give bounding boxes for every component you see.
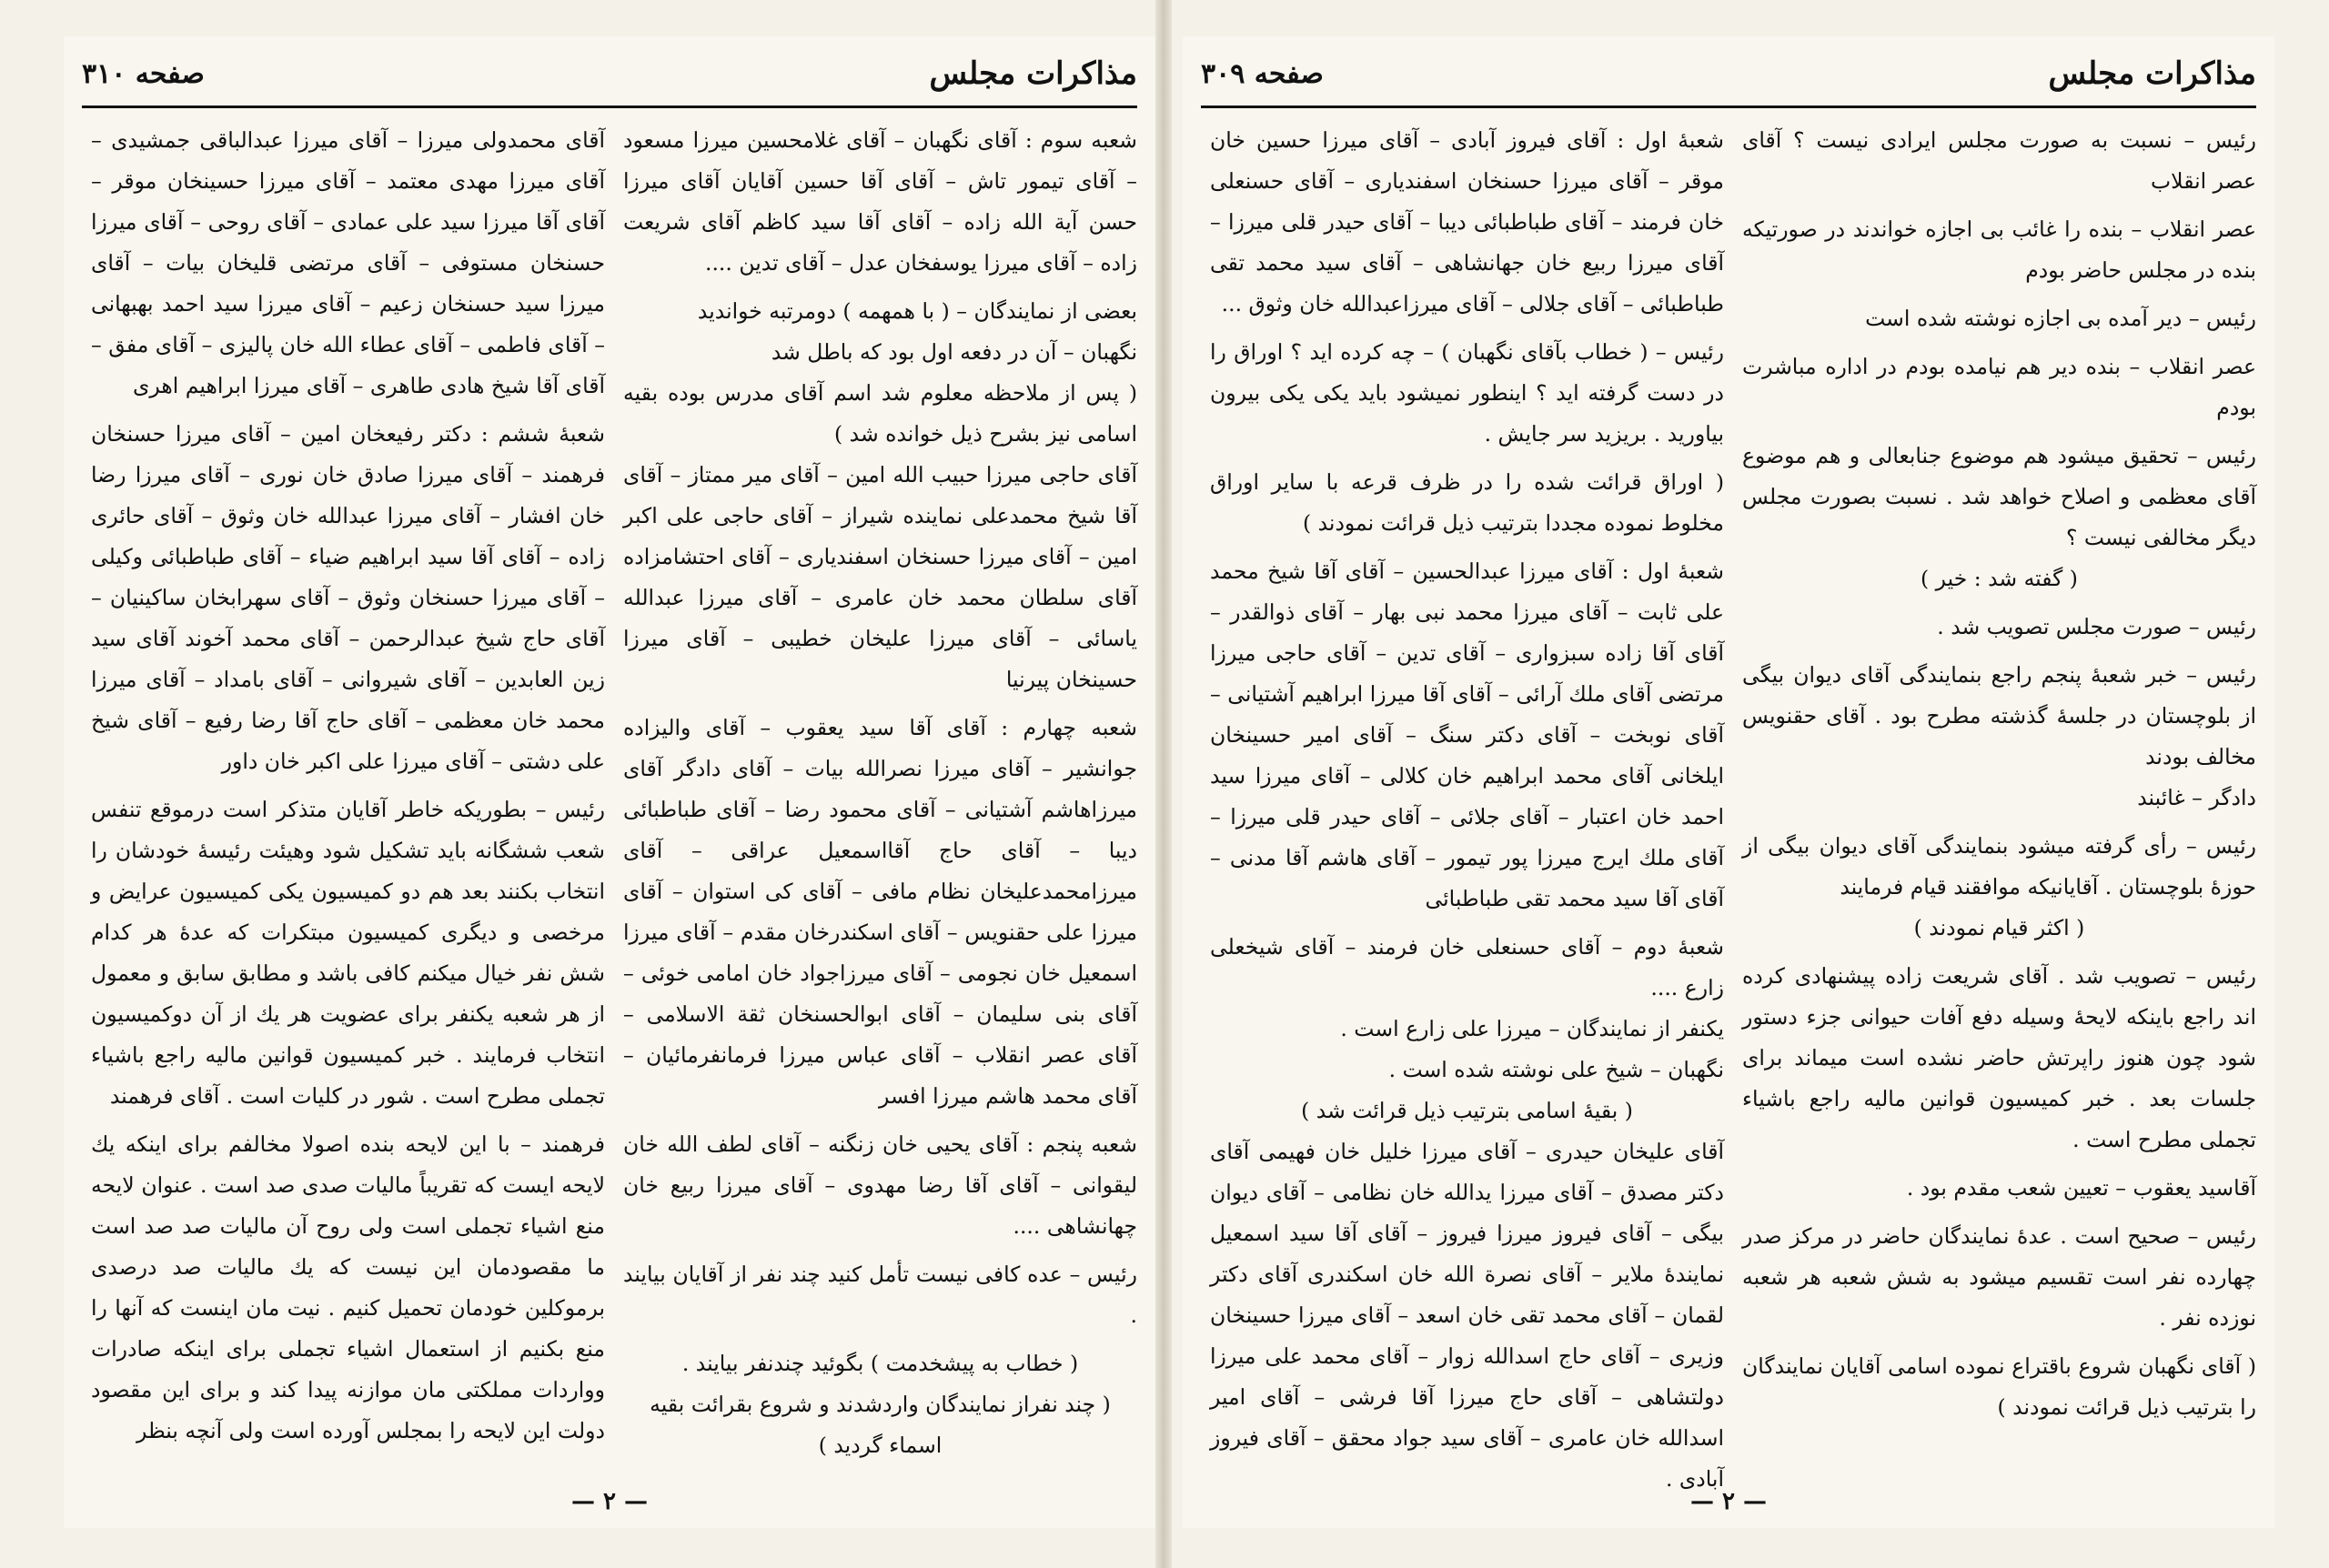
paragraph: نگهبان – آن در دفعه اول بود که باطل شد	[771, 339, 1137, 365]
paragraph: آقای محمدولی میرزا – آقای میرزا عبدالباقی جمشیدی – آقای میرزا مهدی معتمد – آقای میرزا حسینخان موقر – آقای آقا میرزا سید علی عمادی – آقای روحی – آقای میرزا حسنخان مستوفی – آقای مرتضی قلیخان بیات – آقای میرزا سید حسنخان زعیم – آقای میرزا سید احمد بهبهانی – آقای فاطمی – آقای عطاء الله خان پالیزی – آقای مفق – آقای آقا شیخ هادی طاهری – آقای میرزا ابراهیم اهری	[91, 127, 605, 398]
paragraph: رئیس – عده کافی نیست تأمل کنید چند نفر از آقایان بیایند .	[623, 1261, 1137, 1328]
paragraph: رئیس – نسبت به صورت مجلس ایرادی نیست ؟ آقای عصر انقلاب	[1742, 127, 2256, 194]
paragraph: شعبهٔ اول : آقای میرزا عبدالحسین – آقای آقا شیخ محمد علی ثابت – آقای میرزا محمد نبی بهار – آقای ذوالقدر – آقای آقا زاده سبزواری – آقای تدین – آقای حاجی میرزا مرتضی آقای ملك آرائی – آقای آقا میرزا ابراهیم آشتیانی – آقای نوبخت – آقای دکتر سنگ – آقای امیر حسینخان ایلخانی آقای محمد ابراهیم خان کلالی – آقای میرزا سید احمد خان اعتبار – آقای جلائی – آقای حیدر قلی میرزا – آقای ملك ایرج میرزا پور تیمور – آقای هاشم آقا مدنی – آقای آقا سید محمد تقی طباطبائی	[1210, 558, 1724, 911]
paragraph: آقاسید یعقوب – تعیین شعب مقدم بود .	[1906, 1175, 2256, 1201]
paragraph: یکنفر از نمایندگان – میرزا علی زارع است .	[1340, 1016, 1724, 1041]
paragraph: رئیس – تحقیق میشود هم موضوع جنابعالی و هم موضوع آقای معظمی و اصلاح خواهد شد . نسبت بصورت مجلس دیگر مخالفی نیست ؟	[1742, 443, 2256, 550]
paragraph: رئیس – صحیح است . عدهٔ نمایندگان حاضر در مرکز صدر چهارده نفر است تقسیم میشود به شش شعبه هر شعبه نوزده نفر .	[1742, 1223, 2256, 1331]
paragraph: رئیس – خبر شعبهٔ پنجم راجع بنمایندگی آقای دیوان بیگی از بلوچستان در جلسهٔ گذشته مطرح بود . آقای حقنویس مخالف بودند	[1742, 662, 2256, 769]
paragraph: آقای علیخان حیدری – آقای میرزا خلیل خان فهیمی آقای دکتر مصدق – آقای میرزا یدالله خان نظامی – آقای دیوان بیگی – آقای فیروز میرزا فیروز – آقای آقا سید اسمعیل نمایندهٔ ملایر – آقای نصرة الله خان اسکندری آقای دکتر لقمان – آقای محمد تقی خان اسعد – آقای میرزا حسینخان وزیری – آقای حاج اسدالله زوار – آقای محمد علی میرزا دولتشاهی – آقای حاج میرزا آقا فرشی – آقای امیر اسدالله خان عامری – آقای سید جواد محقق – آقای فیروز آبادی .	[1210, 1139, 1724, 1492]
paragraph: عصر انقلاب – بنده دیر هم نیامده بودم در اداره مباشرت بودم	[1742, 354, 2256, 420]
paragraph: رئیس – تصویب شد . آقای شریعت زاده پیشنهادی کرده اند راجع باینکه لایحهٔ وسیله دفع آفات حیوانی جزء دستور شود چون هنوز راپرتش حاضر نشده است میماند برای جلسات بعد . خبر کمیسیون قوانین مالیه راجع باشیاء تجملی مطرح است .	[1742, 963, 2256, 1152]
paragraph: رئیس – دیر آمده بی اجازه نوشته شده است	[1865, 306, 2256, 331]
paragraph: ( بقیهٔ اسامی بترتیب ذیل قرائت شد )	[1301, 1098, 1633, 1123]
paragraph: دادگر – غائبند	[2137, 785, 2256, 810]
paragraph: رئیس – رأی گرفته میشود بنمایندگی آقای دیوان بیگی از حوزهٔ بلوچستان . آقایانیکه موافقند قیام فرمایند	[1742, 833, 2256, 900]
header-rule	[82, 106, 1137, 108]
page-title: مذاکرات مجلس	[929, 55, 1137, 92]
paragraph: شعبهٔ ششم : دکتر رفیعخان امین – آقای میرزا حسنخان فرهمند – آقای میرزا صادق خان نوری – آقای میرزا رضا خان افشار – آقای میرزا عبدالله خان وثوق – آقای حائری زاده – آقای آقا سید ابراهیم ضیاء – آقای طباطبائی وکیلی – آقای میرزا حسنخان وثوق – آقای سهرابخان ساکینیان – آقای حاج شیخ عبدالرحمن – آقای محمد آخوند آقای سید زین العابدین – آقای شیروانی – آقای بامداد – آقای میرزا محمد خان معظمی – آقای حاج آقا رضا رفیع – آقای شیخ علی دشتی – آقای میرزا علی اکبر خان داور	[91, 421, 605, 774]
paragraph: ( پس از ملاحظه معلوم شد اسم آقای مدرس بوده بقیه اسامی نیز بشرح ذیل خوانده شد )	[623, 380, 1137, 447]
paragraph: نگهبان – شیخ علی نوشته شده است .	[1388, 1057, 1724, 1082]
page-footer: — ۲ —	[1689, 1488, 1768, 1515]
paragraph: شعبه چهارم : آقای آقا سید یعقوب – آقای والیزاده جوانشیر – آقای میرزا نصرالله بیات – آقای دادگر آقای میرزاهاشم آشتیانی – آقای محمود رضا – آقای طباطبائی دیبا – آقای حاج آقااسمعیل عراقی – آقای میرزامحمدعلیخان نظام مافی – آقای کی استوان – آقای میرزا علی حقنویس – آقای اسکندرخان مقدم – آقای میرزا اسمعیل خان نجومی – آقای میرزاجواد خان امامی خوئی – آقای بنی سلیمان – آقای ابوالحسنخان ثقة الاسلامی – آقای عصر انقلاب – آقای عباس میرزا فرمانفرمائیان – آقای محمد هاشم میرزا افسر	[623, 715, 1137, 1109]
page-number: صفحه ۳۱۰	[82, 57, 205, 90]
paragraph: شعبهٔ اول : آقای فیروز آبادی – آقای میرزا حسین خان موقر – آقای میرزا حسنخان اسفندیاری – آقای حسنعلی خان فرمند – آقای طباطبائی دیبا – آقای حیدر قلی میرزا – آقای میرزا ربیع خان جهانشاهی – آقای سید محمد تقی طباطبائی – آقای جلالی – آقای میرزاعبدالله خان وثوق ...	[1210, 127, 1724, 317]
text-column-right	[623, 120, 1137, 1475]
paragraph: آقای حاجی میرزا حبیب الله امین – آقای میر ممتاز – آقای آقا شیخ محمدعلی نماینده شیراز – آقای حاجی علی اکبر امین – آقای میرزا حسنخان اسفندیاری – آقای احتشامزاده آقای سلطان محمد خان عامری – آقای میرزا عبدالله یاسائی – آقای میرزا علیخان خطیبی – آقای میرزا حسینخان پیرنیا	[623, 462, 1137, 692]
paragraph: شعبه پنجم : آقای یحیی خان زنگنه – آقای لطف الله خان لیقوانی – آقای آقا رضا مهدوی – آقای میرزا ربیع خان چهانشاهی ....	[623, 1131, 1137, 1239]
text-column-left	[91, 120, 605, 1475]
book-gutter	[1155, 0, 1172, 1568]
page-number: صفحه ۳۰۹	[1201, 57, 1324, 90]
paragraph: ( چند نفراز نمایندگان واردشدند و شروع بقرائت بقیه اسماء گردید )	[650, 1392, 1111, 1458]
paragraph: ( خطاب به پیشخدمت ) بگوئید چندنفر بیایند .	[681, 1351, 1079, 1376]
paragraph: ( گفته شد : خیر )	[1921, 566, 2078, 591]
paragraph: ( آقای نگهبان شروع باقتراع نموده اسامی آقایان نمایندگان را بترتیب ذیل قرائت نمودند )	[1742, 1353, 2256, 1420]
text-column-left	[1210, 120, 1724, 1492]
paragraph: رئیس – صورت مجلس تصویب شد .	[1937, 614, 2256, 639]
paragraph: شعبهٔ دوم – آقای حسنعلی خان فرمند – آقای شیخعلی زارع ....	[1210, 934, 1724, 1000]
paragraph: بعضی از نمایندگان – ( با همهمه ) دومرتبه خواندید	[697, 298, 1137, 324]
paragraph: عصر انقلاب – بنده را غائب بی اجازه خواندند در صورتیکه بنده در مجلس حاضر بودم	[1742, 216, 2256, 283]
text-column-right	[1742, 120, 2256, 1475]
paragraph: رئیس – ( خطاب بآقای نگهبان ) – چه کرده اید ؟ اوراق را در دست گرفته اید ؟ اینطور نمیشود باید یکی یکی بیرون بیاورید . بریزید سر جایش .	[1210, 339, 1724, 447]
paragraph: ( اوراق قرائت شده را در ظرف قرعه با سایر اوراق مخلوط نموده مجددا بترتیب ذیل قرائت نمودند )	[1210, 469, 1724, 536]
page-header	[1201, 47, 2256, 100]
paragraph: فرهمند – با این لایحه بنده اصولا مخالفم برای اینکه یك لایحه ایست که تقریباً مالیات صدی صد است . عنوان لایحه منع اشیاء تجملی است ولی روح آن مالیات صد صد است ما مقصودمان این نیست که یك مالیات صد درصدی برموکلین خودمان تحمیل کنیم . نیت مان اینست که آنها را منع بکنیم از استعمال اشیاء تجملی برای اینکه صادرات وواردات مملکتی مان موازنه پیدا کند و برای این مقصود دولت این لایحه را بمجلس آورده است ولی آنچه بنظر	[91, 1131, 605, 1443]
page-309	[1183, 36, 2274, 1528]
header-rule	[1201, 106, 2256, 108]
paragraph: شعبه سوم : آقای نگهبان – آقای غلامحسین میرزا مسعود – آقای تیمور تاش – آقای آقا حسین آقایان آقای میرزا حسن آیة الله زاده – آقای آقا سید کاظم آقای شریعت زاده – آقای میرزا یوسفخان عدل – آقای تدین ....	[623, 127, 1137, 276]
page-footer: — ۲ —	[570, 1488, 649, 1515]
paragraph: رئیس – بطوریکه خاطر آقایان متذکر است درموقع تنفس شعب ششگانه باید تشکیل شود وهیئت رئیسهٔ خودشان را انتخاب بکنند بعد هم دو کمیسیون یکی کمیسیون عرایض و مرخصی و دیگری کمیسیون مبتکرات که عدهٔ هر کدام شش نفر خیال میکنم کافی باشد و مطابق سابق و معمول از هر شعبه یکنفر برای عضویت هر یك از آن دوکمیسیون انتخاب فرمایند . خبر کمیسیون قوانین مالیه راجع باشیاء تجملی مطرح است . شور در کلیات است . آقای فرهمند	[91, 797, 605, 1109]
paragraph: ( اکثر قیام نمودند )	[1913, 915, 2085, 940]
page-header	[82, 47, 1137, 100]
page-310	[64, 36, 1155, 1528]
page-title: مذاکرات مجلس	[2048, 55, 2256, 92]
